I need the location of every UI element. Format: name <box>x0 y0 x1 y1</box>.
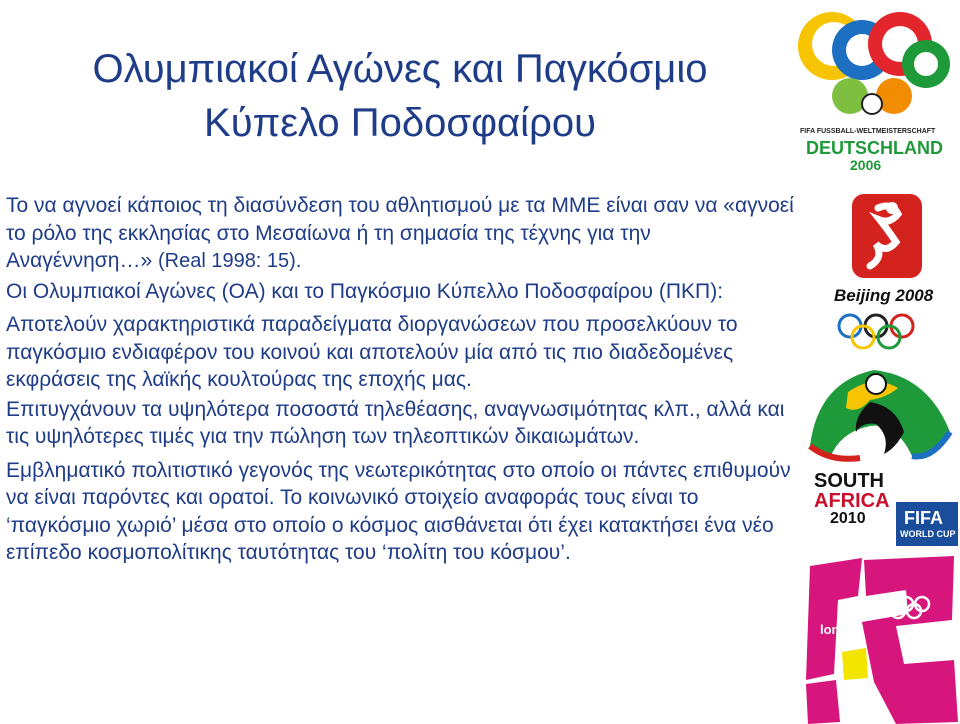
paragraph-cultural-event: Εμβληματικό πολιτιστικό γεγονός της νεωτερικότητας στο οποίο οι πάντες επιθυμούν να είναι παρόντες και ορατοί. Το κοινωνικό στοιχείο αναφοράς τους είναι το ‘παγκόσμιο χωριό’ μέσα στο οποίο ο κόσμος αισθάνεται ότι έχει κατακτήσει ένα νέο επίπεδο κοσμοπολίτικης ταυτότητας του ‘πολίτη του κόσμου’. <box>6 458 791 564</box>
title-line-1: Ολυμπιακοί Αγώνες και Παγκόσμιο <box>92 47 708 91</box>
beijing-2008-emblem-icon <box>826 186 952 354</box>
beijing-2008-logo <box>826 186 952 354</box>
beijing-logo-text: Beijing 2008 <box>834 286 934 305</box>
slide-body <box>6 192 796 569</box>
south-africa-logo-line2: AFRICA <box>814 490 890 512</box>
germany-2006-logo <box>784 0 960 176</box>
paragraph-ratings: Επιτυγχάνουν τα υψηλότερα ποσοστά τηλεθέασης, αναγνωσιμότητας κλπ., αλλά και τις υψηλότερες τιμές για την πώληση των τηλεοπτικών δικαιωμάτων. <box>6 397 785 448</box>
paragraph-examples: Αποτελούν χαρακτηριστικά παραδείγματα διοργανώσεων που προσελκύουν το παγκόσμιο ενδιαφέρον του κοινού και αποτελούν μία από τις πιο διαδεδομένες εκφράσεις της λαϊκής κουλτούρας της εποχής μας. <box>6 313 738 391</box>
quote-text: Το να αγνοεί κάποιος τη διασύνδεση του αθλητισμού με τα ΜΜΕ είναι σαν να «αγνοεί το ρόλο της εκκλησίας στο Μεσαίωνα ή τη σημασία της τέχνης για την Αναγέννηση…» <box>6 194 794 272</box>
london-logo-text: london <box>820 622 864 637</box>
title-line-2: Κύπελο Ποδοσφαίρου <box>204 101 596 145</box>
fifa-badge-line1: FIFA <box>904 508 943 528</box>
fifa-badge-line2: WORLD CUP <box>900 529 956 539</box>
south-africa-2010-logo <box>800 362 960 550</box>
london-2012-emblem-icon <box>804 556 960 724</box>
paragraph-quote <box>6 192 796 276</box>
south-africa-logo-line1: SOUTH <box>814 470 884 492</box>
paragraph-intro: Οι Ολυμπιακοί Αγώνες (ΟΑ) και το Παγκόσμιο Κύπελλο Ποδοσφαίρου (ΠΚΠ): <box>6 279 724 303</box>
slide-title <box>30 42 770 150</box>
quote-reference: (Real 1998: 15). <box>157 250 302 272</box>
germany-logo-line3: 2006 <box>850 157 882 173</box>
germany-logo-line1: FIFA FUSSBALL-WELTMEISTERSCHAFT <box>800 128 936 135</box>
london-2012-logo <box>804 556 960 724</box>
south-africa-logo-line3: 2010 <box>830 510 866 527</box>
germany-logo-line2: DEUTSCHLAND <box>806 138 943 158</box>
